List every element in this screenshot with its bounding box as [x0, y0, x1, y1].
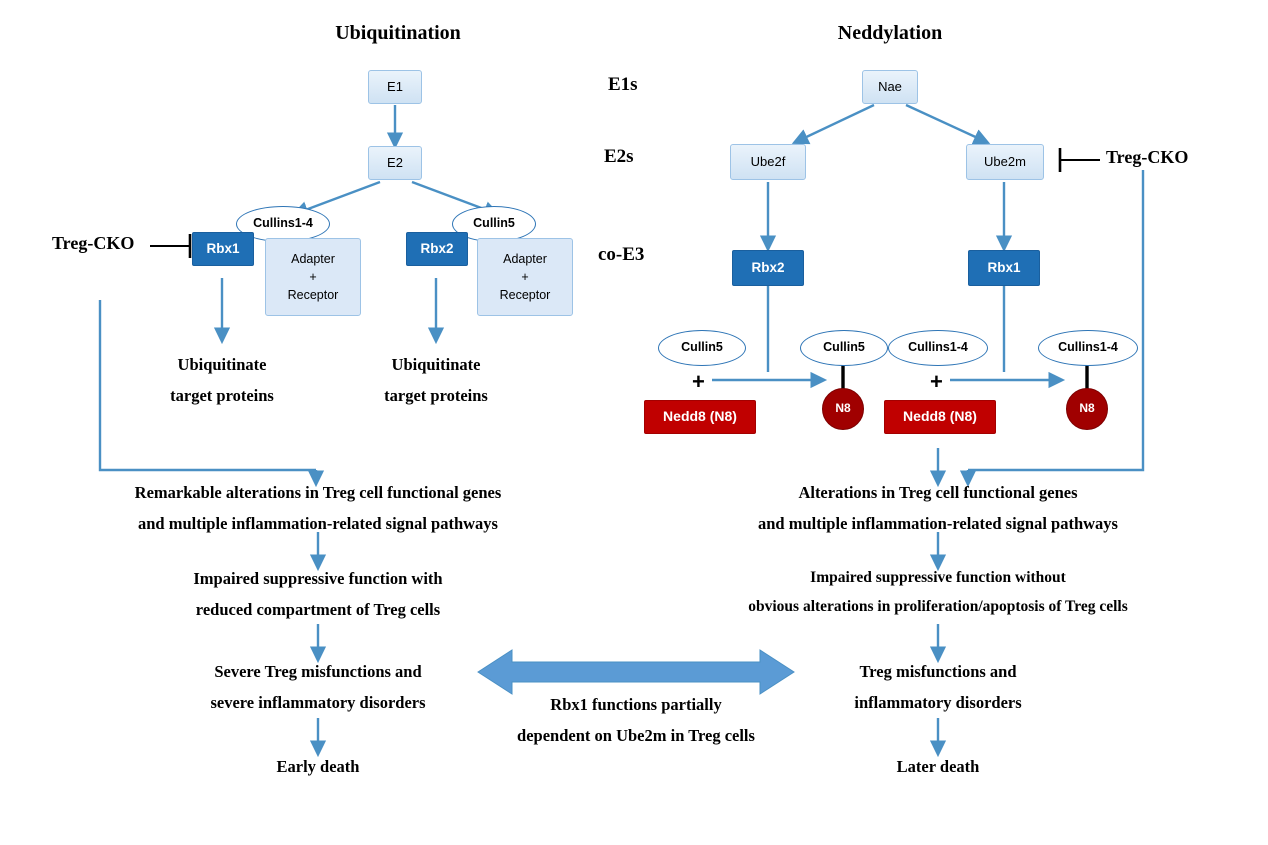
title-neddylation: Neddylation — [837, 22, 943, 44]
outcome-line: Remarkable alterations in Treg cell functional genes — [134, 483, 502, 502]
node-e2[interactable]: E2 — [368, 146, 422, 180]
bridge-line: dependent on Ube2m in Treg cells — [517, 725, 755, 745]
outcome-line: target proteins — [384, 385, 488, 405]
left-outcome-1 — [70, 478, 566, 539]
node-cullins1-4[interactable]: Cullins1-4 — [236, 206, 330, 242]
node-rbx2-ubiquitination[interactable]: Rbx2 — [406, 232, 468, 266]
node-n8-right[interactable]: N8 — [1066, 388, 1108, 430]
treg-cko-label-left: Treg-CKO — [52, 233, 135, 253]
node-ube2f[interactable]: Ube2f — [730, 144, 806, 180]
bridge-label — [468, 690, 804, 751]
outcome-line: Impaired suppressive function with — [193, 569, 443, 588]
node-cullin5-bound[interactable]: Cullin5 — [800, 330, 888, 366]
node-cullins1-4-bound[interactable]: Cullins1-4 — [1038, 330, 1138, 366]
treg-cko-label-right: Treg-CKO — [1106, 147, 1189, 167]
left-outcome-2 — [118, 564, 518, 625]
outcome-line: inflammatory disorders — [854, 692, 1022, 712]
adapter-plus: + — [521, 269, 529, 284]
adapter-label: Adapter — [291, 251, 335, 266]
node-nae[interactable]: Nae — [862, 70, 918, 104]
outcome-line: Early death — [276, 757, 360, 776]
outcome-line: Later death — [896, 757, 980, 776]
outcome-line: obvious alterations in proliferation/apoptosis of Treg cells — [748, 597, 1128, 615]
row-label-co-e3: co-E3 — [598, 244, 645, 265]
right-outcome-2 — [660, 564, 1216, 621]
node-rbx1-ubiquitination[interactable]: Rbx1 — [192, 232, 254, 266]
adapter-receptor-box-right[interactable] — [477, 238, 573, 316]
outcome-line: Ubiquitinate — [177, 355, 267, 374]
node-cullins1-4-free[interactable]: Cullins1-4 — [888, 330, 988, 366]
node-ube2m[interactable]: Ube2m — [966, 144, 1044, 180]
receptor-label: Receptor — [287, 288, 339, 303]
right-outcome-4 — [838, 752, 1038, 783]
node-cullin5-free[interactable]: Cullin5 — [658, 330, 746, 366]
node-rbx1-neddylation[interactable]: Rbx1 — [968, 250, 1040, 286]
adapter-label: Adapter — [503, 251, 547, 266]
outcome-line: and multiple inflammation-related signal pathways — [138, 513, 498, 533]
outcome-ubiquitinate-left — [132, 350, 312, 411]
outcome-line: reduced compartment of Treg cells — [195, 599, 441, 619]
outcome-ubiquitinate-right — [346, 350, 526, 411]
title-ubiquitination: Ubiquitination — [335, 22, 461, 44]
outcome-line: Severe Treg misfunctions and — [214, 662, 422, 681]
outcome-line: Alterations in Treg cell functional genes — [798, 483, 1078, 502]
outcome-line: severe inflammatory disorders — [210, 692, 426, 712]
left-outcome-4 — [218, 752, 418, 783]
node-rbx2-neddylation[interactable]: Rbx2 — [732, 250, 804, 286]
plus-sign-left: + — [692, 369, 705, 394]
adapter-plus: + — [309, 269, 317, 284]
adapter-receptor-box-left[interactable] — [265, 238, 361, 316]
left-outcome-3 — [118, 657, 518, 718]
node-nedd8-left[interactable]: Nedd8 (N8) — [644, 400, 756, 434]
outcome-line: Ubiquitinate — [391, 355, 481, 374]
bridge-line: Rbx1 functions partially — [550, 695, 722, 714]
node-n8-left[interactable]: N8 — [822, 388, 864, 430]
node-cullin5[interactable]: Cullin5 — [452, 206, 536, 242]
row-label-e1s: E1s — [608, 74, 638, 95]
outcome-line: Impaired suppressive function without — [810, 569, 1066, 586]
receptor-label: Receptor — [499, 288, 551, 303]
node-nedd8-right[interactable]: Nedd8 (N8) — [884, 400, 996, 434]
outcome-line: Treg misfunctions and — [859, 662, 1017, 681]
plus-sign-right: + — [930, 369, 943, 394]
node-e1[interactable]: E1 — [368, 70, 422, 104]
right-outcome-1 — [690, 478, 1186, 539]
outcome-line: target proteins — [170, 385, 274, 405]
row-label-e2s: E2s — [604, 146, 634, 167]
outcome-line: and multiple inflammation-related signal pathways — [758, 513, 1118, 533]
